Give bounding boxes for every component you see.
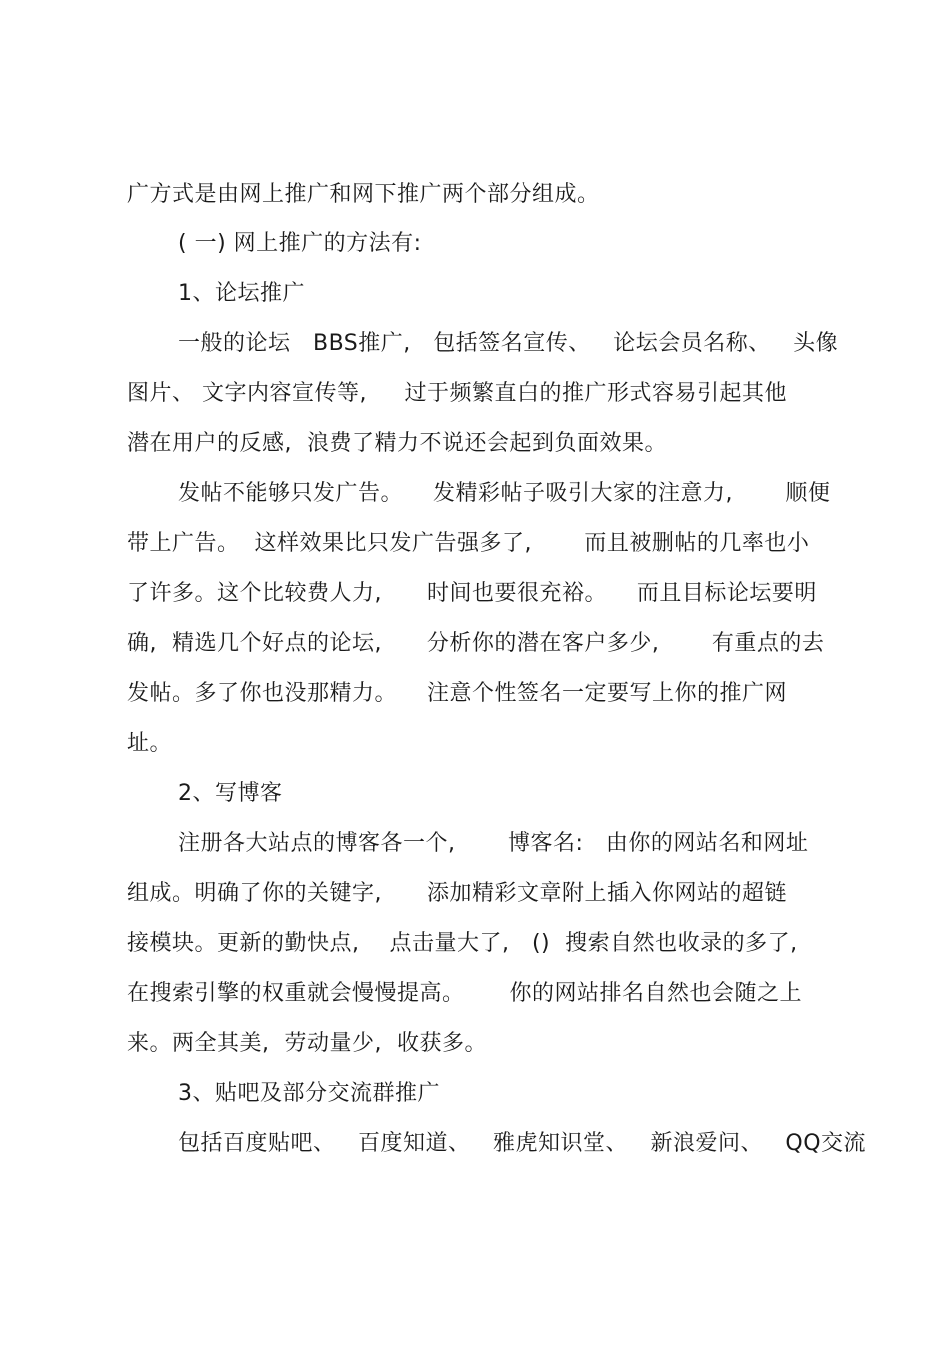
- paragraph-line: 图片、 文字内容宣传等, 过于频繁直白的推广形式容易引起其他: [127, 381, 787, 406]
- item-heading-forum-promotion: 1、论坛推广: [178, 281, 305, 306]
- paragraph-line: 在搜索引擎的权重就会慢慢提高。 你的网站排名自然也会随之上: [127, 981, 802, 1006]
- paragraph-line: 来。两全其美, 劳动量少, 收获多。: [127, 1031, 487, 1056]
- section-heading-online-promotion: ( 一) 网上推广的方法有:: [178, 231, 422, 256]
- paragraph-line: 包括百度贴吧、 百度知道、 雅虎知识堂、 新浪爱问、 QQ交流: [178, 1131, 867, 1156]
- paragraph-line: 了许多。这个比较费人力, 时间也要很充裕。 而且目标论坛要明: [127, 581, 817, 606]
- paragraph-line: 组成。明确了你的关键字, 添加精彩文章附上插入你网站的超链: [127, 881, 787, 906]
- paragraph-line: 址。: [127, 731, 173, 756]
- paragraph-line: 一般的论坛 BBS推广, 包括签名宣传、 论坛会员名称、 头像: [178, 331, 839, 356]
- text-line-continuation: 广方式是由网上推广和网下推广两个部分组成。: [127, 182, 600, 207]
- paragraph-line: 确, 精选几个好点的论坛, 分析你的潜在客户多少, 有重点的去: [127, 631, 825, 656]
- paragraph-line: 接模块。更新的勤快点, 点击量大了, () 搜索自然也收录的多了,: [127, 931, 798, 956]
- item-heading-tieba-groups: 3、贴吧及部分交流群推广: [178, 1081, 440, 1106]
- paragraph-line: 发帖不能够只发广告。 发精彩帖子吸引大家的注意力, 顺便: [178, 481, 831, 506]
- paragraph-line: 带上广告。 这样效果比只发广告强多了, 而且被删帖的几率也小: [127, 531, 810, 556]
- paragraph-line: 注册各大站点的博客各一个, 博客名: 由你的网站名和网址: [178, 831, 809, 856]
- item-heading-write-blog: 2、写博客: [178, 781, 283, 806]
- paragraph-line: 发帖。多了你也没那精力。 注意个性签名一定要写上你的推广网: [127, 681, 787, 706]
- paragraph-line: 潜在用户的反感, 浪费了精力不说还会起到负面效果。: [127, 431, 667, 456]
